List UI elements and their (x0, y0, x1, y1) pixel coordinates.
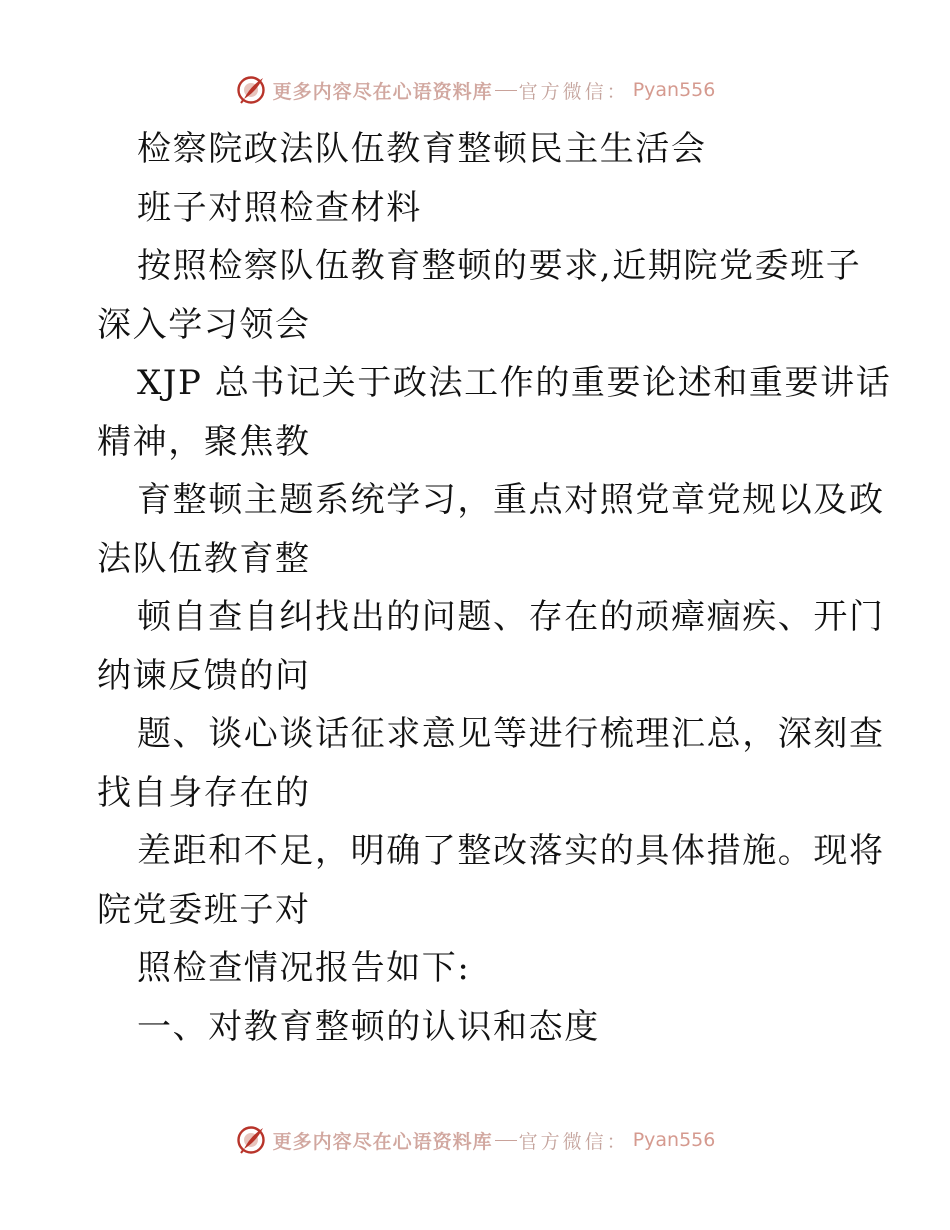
paragraph-line: XJP 总书记关于政法工作的重要论述和重要讲话 (137, 363, 892, 403)
watermark-dash (495, 1140, 517, 1141)
paragraph-line: 按照检察队伍教育整顿的要求,近期院党委班子 (137, 246, 862, 286)
paragraph-line: 题、谈心谈话征求意见等进行梳理汇总，深刻查 (137, 714, 885, 754)
paragraph-line: 法队伍教育整 (97, 538, 311, 579)
watermark-official: 官方微信： (518, 1130, 629, 1153)
paragraph-line: 院党委班子对 (97, 889, 311, 930)
header-watermark (0, 72, 950, 108)
doc-title-line: 检察院政法队伍教育整顿民主生活会 (137, 129, 707, 169)
watermark-brand: 更多内容尽在心语资料库 (272, 1130, 493, 1153)
section-heading-line: 一、对教育整顿的认识和态度 (137, 1006, 600, 1047)
watermark-official: 官方微信： (518, 80, 629, 103)
paragraph-line: 顿自查自纠找出的问题、存在的顽瘴痼疾、开门 (137, 597, 885, 637)
footer-watermark (0, 1122, 950, 1158)
doc-subtitle-line: 班子对照检查材料 (137, 187, 422, 228)
quill-logo-icon (235, 74, 267, 106)
watermark-id: Pyan556 (632, 1129, 716, 1151)
paragraph-line: 照检查情况报告如下: (137, 948, 471, 988)
paragraph-line: 纳谏反馈的问 (97, 655, 311, 696)
quill-logo-icon (235, 1124, 267, 1156)
paragraph-line: 深入学习领会 (97, 304, 311, 345)
paragraph-line: 差距和不足，明确了整改落实的具体措施。现将 (137, 831, 885, 871)
watermark-dash (495, 90, 517, 91)
paragraph-line: 精神，聚焦教 (97, 421, 311, 462)
paragraph-line: 找自身存在的 (97, 772, 311, 813)
watermark-brand: 更多内容尽在心语资料库 (272, 80, 493, 103)
document-body (97, 120, 892, 1056)
paragraph-line: 育整顿主题系统学习，重点对照党章党规以及政 (137, 480, 885, 520)
watermark-id: Pyan556 (632, 79, 716, 101)
